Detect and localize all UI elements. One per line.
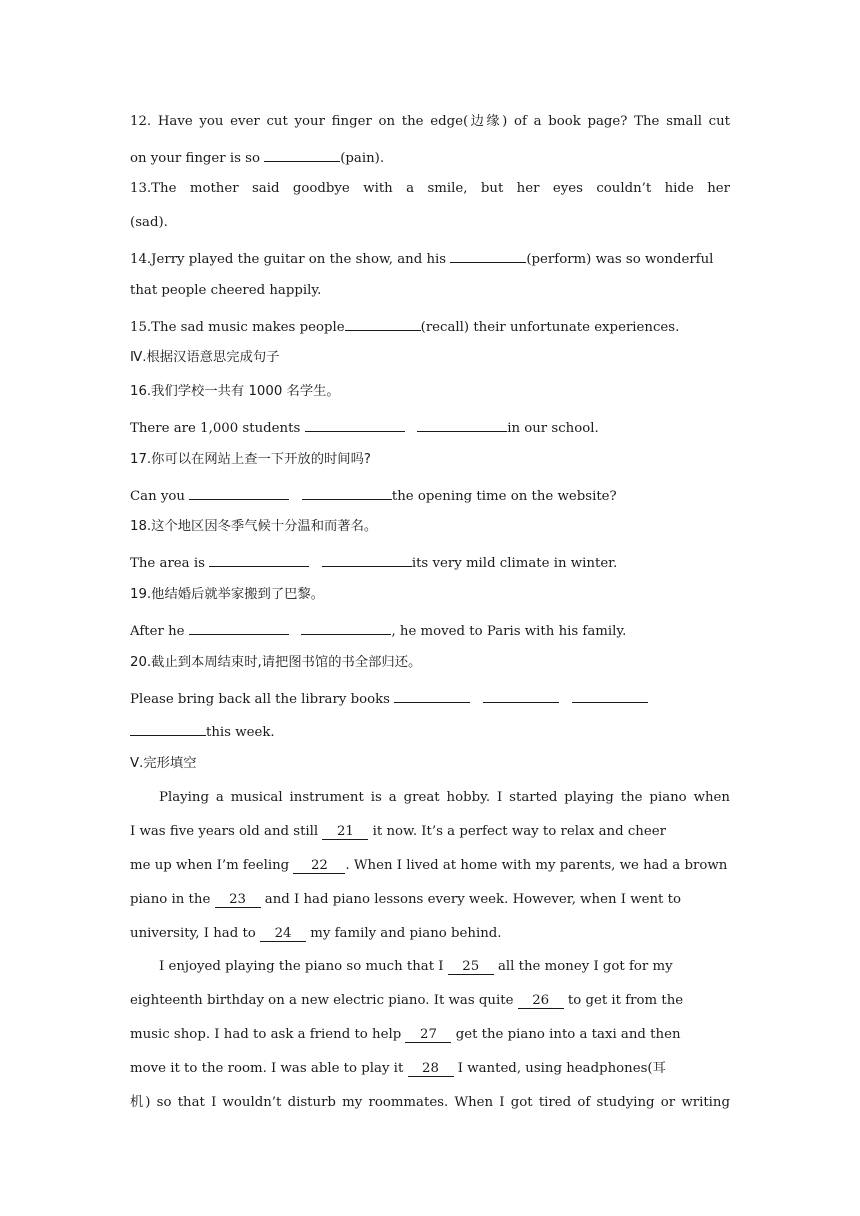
passage-p1-line-5 bbox=[130, 925, 730, 943]
q18-text-a: The area is bbox=[130, 556, 210, 571]
question-20-line-2 bbox=[130, 721, 730, 742]
q16-text-a: There are 1,000 students bbox=[130, 421, 305, 436]
cloze-blank-27[interactable]: 27 bbox=[405, 1028, 451, 1043]
q20-blank-2[interactable] bbox=[483, 688, 559, 703]
q14-text-b: (perform) was so wonderful bbox=[526, 252, 714, 267]
p1-l3-text-a: me up when I’m feeling bbox=[130, 858, 294, 873]
question-12-line-1: 12. Have you ever cut your finger on the edge(边缘) of a book page? The small cut bbox=[130, 114, 730, 129]
q18-blank-1[interactable] bbox=[209, 552, 309, 567]
q20-text-a: Please bring back all the library books bbox=[130, 692, 395, 707]
passage-p2-line-4 bbox=[130, 1060, 730, 1078]
question-16-chinese: 16.我们学校一共有 1000 名学生。 bbox=[130, 384, 340, 399]
question-20-line-1 bbox=[130, 688, 730, 709]
q17-blank-2[interactable] bbox=[302, 485, 392, 500]
q12-blank[interactable] bbox=[264, 147, 340, 162]
passage-p1-line-2 bbox=[130, 823, 730, 841]
q16-text-b: in our school. bbox=[507, 421, 599, 436]
q17-text-a: Can you bbox=[130, 489, 190, 504]
cloze-blank-25[interactable]: 25 bbox=[448, 960, 494, 975]
q19-text-b: , he moved to Paris with his family. bbox=[391, 624, 627, 639]
p2-l4-text-a: move it to the room. I was able to play it bbox=[130, 1061, 408, 1076]
p1-l3-text-b: . When I lived at home with my parents, we had a brown bbox=[345, 858, 728, 873]
passage-p2-line-1 bbox=[159, 958, 730, 976]
p2-l3-text-b: get the piano into a taxi and then bbox=[451, 1027, 681, 1042]
p2-l1-text-b: all the money I got for my bbox=[493, 959, 673, 974]
p2-l1-text-a: I enjoyed playing the piano so much that I bbox=[159, 959, 448, 974]
p1-l4-text-a: piano in the bbox=[130, 892, 215, 907]
passage-p2-line-3 bbox=[130, 1026, 730, 1044]
question-18-chinese: 18.这个地区因冬季气候十分温和而著名。 bbox=[130, 519, 378, 534]
q20-text-b: this week. bbox=[206, 725, 275, 740]
passage-p1-line-3 bbox=[130, 857, 730, 875]
q18-blank-2[interactable] bbox=[322, 552, 412, 567]
q20-blank-4[interactable] bbox=[130, 721, 206, 736]
q15-text-b: (recall) their unfortunate experiences. bbox=[420, 320, 680, 335]
cloze-blank-26[interactable]: 26 bbox=[518, 994, 564, 1009]
q17-text-b: the opening time on the website? bbox=[391, 489, 617, 504]
p2-l2-text-a: eighteenth birthday on a new electric piano. It was quite bbox=[130, 993, 518, 1008]
question-20-chinese: 20.截止到本周结束时,请把图书馆的书全部归还。 bbox=[130, 655, 422, 670]
q20-blank-1[interactable] bbox=[394, 688, 470, 703]
question-18 bbox=[130, 552, 730, 573]
cloze-blank-28[interactable]: 28 bbox=[408, 1062, 454, 1077]
question-16 bbox=[130, 417, 730, 438]
cloze-blank-24[interactable]: 24 bbox=[260, 927, 306, 942]
q17-blank-1[interactable] bbox=[189, 485, 289, 500]
cloze-blank-22[interactable]: 22 bbox=[293, 859, 345, 874]
question-17 bbox=[130, 485, 730, 506]
p1-l4-text-b: and I had piano lessons every week. However, when I went to bbox=[260, 892, 681, 907]
passage-p2-line-5: 机) so that I wouldn’t disturb my roommates. When I got tired of studying or writing bbox=[130, 1095, 730, 1110]
q14-text-a: 14.Jerry played the guitar on the show, and his bbox=[130, 252, 451, 267]
cloze-blank-21[interactable]: 21 bbox=[322, 825, 368, 840]
passage-p1-line-1: Playing a musical instrument is a great hobby. I started playing the piano when bbox=[159, 790, 730, 805]
question-19 bbox=[130, 620, 730, 641]
p1-l2-text-a: I was five years old and still bbox=[130, 824, 323, 839]
question-14-line-1 bbox=[130, 248, 730, 269]
q14-blank[interactable] bbox=[450, 248, 526, 263]
question-14-line-2: that people cheered happily. bbox=[130, 283, 322, 298]
q15-text-a: 15.The sad music makes people bbox=[130, 320, 345, 335]
q16-blank-1[interactable] bbox=[305, 417, 405, 432]
question-19-chinese: 19.他结婚后就举家搬到了巴黎。 bbox=[130, 587, 325, 602]
q20-blank-3[interactable] bbox=[572, 688, 648, 703]
question-13-line-1: 13.The mother said goodbye with a smile, but her eyes couldn’t hide her bbox=[130, 181, 730, 196]
p2-l3-text-a: music shop. I had to ask a friend to help bbox=[130, 1027, 406, 1042]
p1-l5-text-a: university, I had to bbox=[130, 926, 261, 941]
section-5-heading: Ⅴ.完形填空 bbox=[130, 756, 197, 771]
q19-text-a: After he bbox=[130, 624, 189, 639]
p2-l2-text-b: to get it from the bbox=[563, 993, 684, 1008]
q16-blank-2[interactable] bbox=[417, 417, 507, 432]
question-17-chinese: 17.你可以在网站上查一下开放的时间吗? bbox=[130, 452, 371, 467]
question-12-line-2 bbox=[130, 147, 730, 168]
p2-l4-text-b: I wanted, using headphones(耳 bbox=[453, 1061, 666, 1076]
question-15 bbox=[130, 316, 730, 337]
p1-l2-text-b: it now. It’s a perfect way to relax and cheer bbox=[368, 824, 666, 839]
passage-p1-line-4 bbox=[130, 891, 730, 909]
p1-l5-text-b: my family and piano behind. bbox=[306, 926, 502, 941]
passage-p2-line-2 bbox=[130, 992, 730, 1010]
q19-blank-1[interactable] bbox=[189, 620, 289, 635]
q18-text-b: its very mild climate in winter. bbox=[411, 556, 618, 571]
q19-blank-2[interactable] bbox=[301, 620, 391, 635]
section-4-heading: Ⅳ.根据汉语意思完成句子 bbox=[130, 350, 280, 365]
q15-blank[interactable] bbox=[345, 316, 421, 331]
question-13-line-2: (sad). bbox=[130, 215, 168, 230]
q12-text-b: (pain). bbox=[340, 151, 385, 166]
q12-text-a: on your finger is so bbox=[130, 151, 265, 166]
cloze-blank-23[interactable]: 23 bbox=[215, 893, 261, 908]
